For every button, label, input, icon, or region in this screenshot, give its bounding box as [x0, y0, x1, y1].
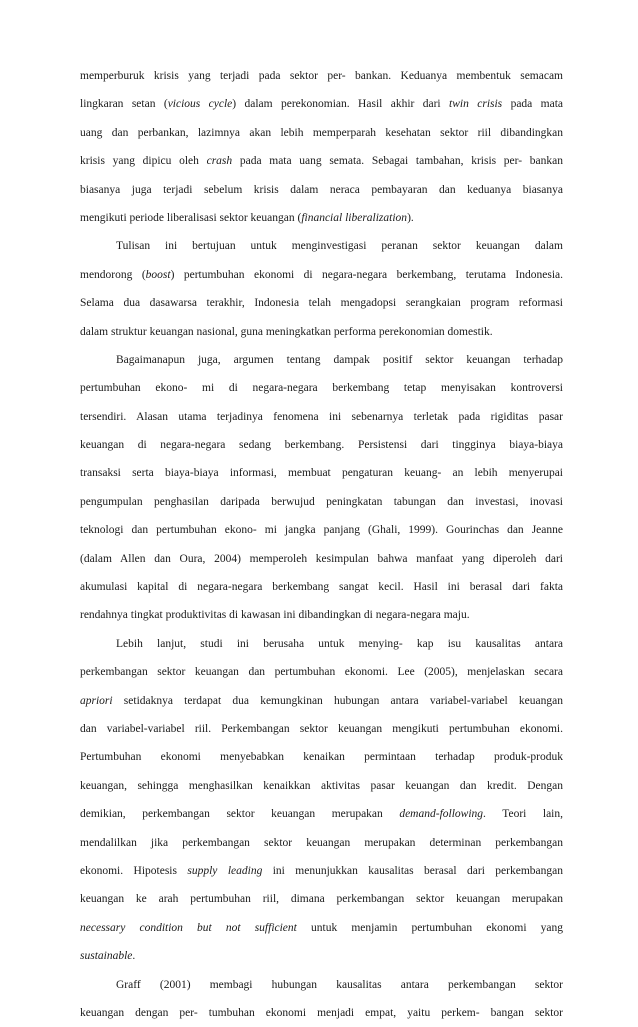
text-run: (dalam Allen dan Oura, 2004) memperoleh kesimpulan bahwa manfaat yang diperoleh dari	[80, 552, 563, 565]
italic-term: sustainable	[80, 950, 133, 963]
text-line	[80, 743, 563, 771]
text-run: perkembangan sektor keuangan dan pertumbuhan ekonomi. Lee (2005), menjelaskan secara	[80, 666, 563, 679]
text-line	[80, 573, 563, 601]
text-run: transaksi serta biaya-biaya informasi, membuat pengaturan keuang- an lebih menyerupai	[80, 467, 563, 480]
text-line	[80, 857, 563, 885]
text-line	[80, 204, 563, 232]
text-run: keuangan di negara-negara sedang berkembang. Persistensi dari tingginya biaya-biaya	[80, 439, 563, 452]
text-line	[80, 687, 563, 715]
text-line	[80, 374, 563, 402]
text-line	[80, 176, 563, 204]
text-run: akumulasi kapital di negara-negara berkembang sangat kecil. Hasil ini berasal dari fakta	[80, 581, 563, 594]
text-line	[80, 829, 563, 857]
text-line	[80, 62, 563, 90]
italic-term: supply leading	[187, 864, 263, 877]
text-line	[80, 971, 563, 999]
text-run: pertumbuhan ekono- mi di negara-negara berkembang tetap menyisakan kontroversi	[80, 382, 563, 395]
text-run: keuangan dengan per- tumbuhan ekonomi menjadi empat, yaitu perkem- bangan sektor	[80, 1006, 563, 1019]
text-run: mendorong (	[80, 268, 146, 281]
text-line	[80, 119, 563, 147]
text-run: uang dan perbankan, lazimnya akan lebih memperparah kesehatan sektor riil dibandingkan	[80, 126, 563, 139]
text-run: Graff (2001) membagi hubungan kausalitas antara perkembangan sektor	[116, 978, 563, 991]
text-line	[80, 431, 563, 459]
text-run: ) dalam perekonomian. Hasil akhir dari	[232, 98, 450, 111]
body-text	[80, 62, 563, 1027]
text-run: .	[132, 950, 136, 963]
text-run: biasanya juga terjadi sebelum krisis dalam neraca pembayaran dan keduanya biasanya	[80, 183, 563, 196]
text-run: Tulisan ini bertujuan untuk menginvestigasi peranan sektor keuangan dalam	[116, 240, 563, 253]
text-run: teknologi dan pertumbuhan ekono- mi jangka panjang (Ghali, 1999). Gourinchas dan Jeanne	[80, 524, 563, 537]
text-line	[80, 516, 563, 544]
text-line	[80, 403, 563, 431]
text-run: tersendiri. Alasan utama terjadinya fenomena ini sebenarnya terletak pada rigiditas pasar	[80, 410, 563, 423]
text-run: dalam struktur keuangan nasional, guna meningkatkan performa perekonomian domestik.	[80, 325, 493, 338]
text-run: keuangan, sehingga menghasilkan kenaikkan aktivitas pasar keuangan dan kredit. Dengan	[80, 779, 563, 792]
text-run: pengumpulan penghasilan daripada berwujud peningkatan tabungan dan investasi, inovasi	[80, 495, 563, 508]
text-line	[80, 601, 563, 629]
text-run: krisis yang dipicu oleh	[80, 155, 207, 168]
text-run: pada mata uang semata. Sebagai tambahan, krisis per- bankan	[232, 155, 563, 168]
text-run: ekonomi. Hipotesis	[80, 864, 188, 877]
italic-term: necessary condition but not sufficient	[80, 921, 297, 934]
text-line	[80, 232, 563, 260]
text-run: setidaknya terdapat dua kemungkinan hubungan antara variabel-variabel keuangan	[112, 694, 563, 707]
text-line	[80, 772, 563, 800]
text-run: untuk menjamin pertumbuhan ekonomi yang	[296, 921, 563, 934]
text-line	[80, 715, 563, 743]
text-run: lingkaran setan (	[80, 98, 168, 111]
text-line	[80, 800, 563, 828]
text-run: ) pertumbuhan ekonomi di negara-negara berkembang, terutama Indonesia.	[170, 268, 563, 281]
italic-term: demand-following	[399, 808, 484, 821]
text-run: rendahnya tingkat produktivitas di kawasan ini dibandingkan di negara-negara maju.	[80, 609, 470, 622]
text-run: mengikuti periode liberalisasi sektor keuangan (	[80, 211, 302, 224]
italic-term: vicious cycle	[167, 98, 233, 111]
text-run: Pertumbuhan ekonomi menyebabkan kenaikan permintaan terhadap produk-produk	[80, 751, 563, 764]
text-run: keuangan ke arah pertumbuhan riil, dimana perkembangan sektor keuangan merupakan	[80, 893, 563, 906]
text-line	[80, 346, 563, 374]
text-line	[80, 942, 563, 970]
text-run: Lebih lanjut, studi ini berusaha untuk menying- kap isu kausalitas antara	[116, 637, 563, 650]
text-run: demikian, perkembangan sektor keuangan merupakan	[80, 808, 400, 821]
text-line	[80, 488, 563, 516]
text-run: . Teori lain,	[483, 808, 563, 821]
text-run: mendalilkan jika perkembangan sektor keuangan merupakan determinan perkembangan	[80, 836, 563, 849]
text-line	[80, 885, 563, 913]
text-line	[80, 658, 563, 686]
text-line	[80, 147, 563, 175]
text-run: dan variabel-variabel riil. Perkembangan sektor keuangan mengikuti pertumbuhan ekonomi.	[80, 722, 563, 735]
text-line	[80, 459, 563, 487]
italic-term: boost	[145, 268, 171, 281]
text-run: Selama dua dasawarsa terakhir, Indonesia telah mengadopsi serangkaian program reformasi	[80, 297, 563, 310]
text-line	[80, 999, 563, 1027]
italic-term: crash	[206, 155, 233, 168]
text-line	[80, 261, 563, 289]
text-line	[80, 630, 563, 658]
text-run: ).	[407, 211, 414, 224]
text-line	[80, 289, 563, 317]
text-run: memperburuk krisis yang terjadi pada sektor per- bankan. Keduanya membentuk semacam	[80, 70, 563, 82]
text-line	[80, 318, 563, 346]
italic-term: twin crisis	[449, 98, 503, 111]
text-line	[80, 90, 563, 118]
text-run: pada mata	[502, 98, 563, 111]
text-run: Bagaimanapun juga, argumen tentang dampak positif sektor keuangan terhadap	[116, 353, 563, 366]
text-line	[80, 914, 563, 942]
italic-term: apriori	[80, 694, 113, 707]
text-line	[80, 545, 563, 573]
italic-term: financial liberalization	[301, 211, 408, 224]
text-run: ini menunjukkan kausalitas berasal dari perkembangan	[262, 864, 563, 877]
